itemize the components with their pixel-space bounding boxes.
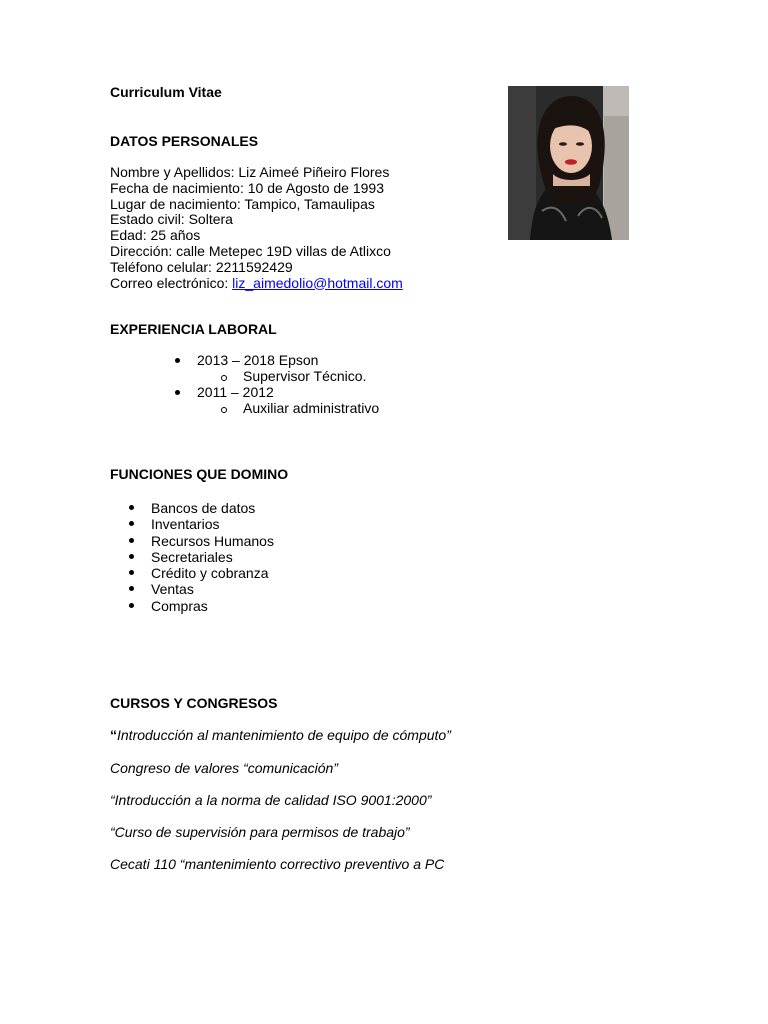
- course-item: “Introducción a la norma de calidad ISO 9001:2000”: [110, 792, 432, 808]
- course-item: Congreso de valores “comunicación”: [110, 760, 338, 776]
- course-opening-quote: “: [110, 727, 117, 743]
- functions-list: [151, 500, 274, 614]
- civil-status-line: Estado civil: Soltera: [110, 211, 233, 228]
- function-item: Ventas: [151, 581, 274, 597]
- function-item: Bancos de datos: [151, 500, 274, 516]
- course-title: Introducción al mantenimiento de equipo de cómputo”: [117, 727, 451, 743]
- profile-photo-illustration: [508, 86, 629, 240]
- email-link[interactable]: liz_aimedolio@hotmail.com: [232, 274, 403, 291]
- email-label: Correo electrónico:: [110, 274, 233, 291]
- experience-item-1-role: Supervisor Técnico.: [197, 369, 379, 385]
- experience-item-2-role: Auxiliar administrativo: [197, 401, 379, 417]
- email-line: [110, 276, 403, 292]
- course-item: Cecati 110 “mantenimiento correctivo preventivo a PC: [110, 856, 445, 872]
- address-line: Dirección: calle Metepec 19D villas de Atlixco: [110, 242, 391, 259]
- function-item: Recursos Humanos: [151, 532, 274, 549]
- experience-list: [197, 353, 379, 417]
- birth-place-line: Lugar de nacimiento: Tampico, Tamaulipas: [110, 195, 375, 212]
- document-title: Curriculum Vitae: [110, 84, 222, 100]
- function-item: Crédito y cobranza: [151, 565, 274, 581]
- experience-item-2-period: 2011 – 2012: [197, 385, 379, 401]
- birth-date-line: Fecha de nacimiento: 10 de Agosto de 1993: [110, 179, 384, 196]
- age-line: Edad: 25 años: [110, 227, 201, 244]
- courses-heading: CURSOS Y CONGRESOS: [110, 695, 278, 711]
- name-line: Nombre y Apellidos: Liz Aimeé Piñeiro Flores: [110, 164, 390, 180]
- course-item: [110, 728, 451, 744]
- experience-heading: EXPERIENCIA LABORAL: [110, 321, 277, 337]
- personal-heading: DATOS PERSONALES: [110, 133, 259, 149]
- function-item: Secretariales: [151, 549, 274, 565]
- course-item: “Curso de supervisión para permisos de trabajo”: [110, 824, 410, 840]
- personal-data-block: [110, 165, 403, 291]
- phone-line: Teléfono celular: 2211592429: [110, 258, 293, 275]
- function-item: Compras: [151, 598, 274, 614]
- functions-heading: FUNCIONES QUE DOMINO: [110, 466, 289, 482]
- profile-photo: [508, 86, 629, 240]
- function-item: Inventarios: [151, 516, 274, 532]
- experience-item-1-period: 2013 – 2018 Epson: [197, 353, 379, 369]
